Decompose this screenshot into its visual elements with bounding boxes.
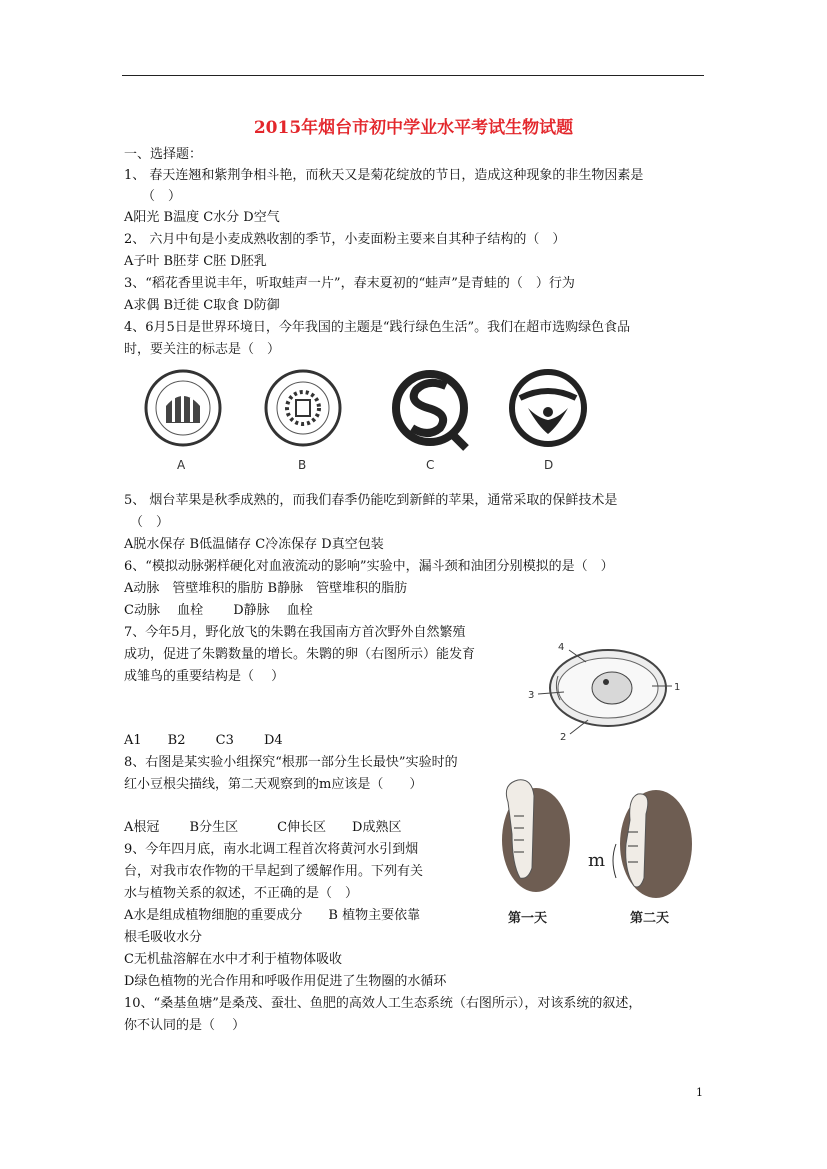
q7-text-cont2: 成雏鸟的重要结构是（ ） [124, 669, 285, 684]
logo-label-b: B [298, 458, 307, 472]
q10-text-cont: 你不认同的是（ ） [124, 1018, 246, 1033]
green-food-logos-figure [128, 368, 608, 480]
q7-options: A1 B2 C3 D4 [124, 733, 283, 748]
q6-options-cd: C动脉 血栓 D静脉 血栓 [124, 603, 313, 618]
q6-text: 6、“模拟动脉粥样硬化对血液流动的影响”实验中，漏斗颈和油团分别模拟的是（ ） [124, 559, 614, 574]
logo-label-c: C [426, 458, 435, 472]
q8-text-cont: 红小豆根尖描线，第二天观察到的m应该是（ ） [124, 777, 423, 792]
q7-text: 7、今年5月，野化放飞的朱鹮在我国南方首次野外自然繁殖 [124, 625, 466, 640]
caption-day-one: 第一天 [508, 911, 548, 926]
logo-a [146, 371, 220, 472]
q8-text: 8、右图是某实验小组探究“根那一部分生长最快”实验时的 [124, 755, 458, 770]
logo-label-a: A [177, 458, 186, 472]
q10-text: 10、“桑基鱼塘”是桑茂、蚕壮、鱼肥的高效人工生态系统（右图所示），对该系统的叙述， [124, 996, 642, 1011]
root-tip-figure [488, 774, 706, 930]
q9-option-ab: A水是组成植物细胞的重要成分 B 植物主要依靠 [124, 908, 421, 923]
egg-label-4: 4 [558, 642, 565, 653]
q2-text: 2、 六月中旬是小麦成熟收割的季节，小麦面粉主要来自其种子结构的（ ） [124, 232, 566, 247]
q9-text: 9、今年四月底，南水北调工程首次将黄河水引到烟 [124, 842, 419, 857]
logo-b [266, 371, 340, 472]
q1-options: A阳光 B温度 C水分 D空气 [124, 210, 280, 225]
root-day-two [588, 790, 692, 926]
q1-blank: （ ） [142, 189, 182, 204]
q3-text: 3、“稻花香里说丰年，听取蛙声一片”，春末夏初的“蛙声”是青蛙的（ ）行为 [124, 276, 575, 291]
q5-text: 5、 烟台苹果是秋季成熟的，而我们春季仍能吃到新鲜的苹果，通常采取的保鲜技术是 [124, 493, 618, 508]
egg-label-1: 1 [674, 682, 681, 693]
q8-options: A根冠 B分生区 C伸长区 D成熟区 [124, 820, 402, 835]
marker-m: m [588, 850, 606, 871]
q6-options-ab: A动脉 管壁堆积的脂肪 B静脉 管壁堆积的脂肪 [124, 581, 408, 596]
q9-option-c: C无机盐溶解在水中才利于植物体吸收 [124, 952, 342, 967]
egg-label-2: 2 [560, 732, 567, 743]
q7-text-cont: 成功，促进了朱鹮数量的增长。朱鹮的卵（右图所示）能发育 [124, 647, 476, 662]
section-heading: 一、选择题： [124, 147, 203, 162]
egg-label-3: 3 [528, 690, 535, 701]
page-number: 1 [696, 1086, 703, 1099]
q3-options: A求偶 B迁徙 C取食 D防御 [124, 298, 280, 313]
header-rule [122, 75, 704, 76]
egg-structure-figure [524, 636, 692, 744]
logo-c [396, 374, 466, 472]
q1-text: 1、 春天连翘和紫荆争相斗艳，而秋天又是菊花绽放的节日，造成这种现象的非生物因素是 [124, 168, 644, 183]
q4-text-cont: 时，要关注的标志是（ ） [124, 342, 281, 357]
logo-label-d: D [544, 458, 554, 472]
q5-options: A脱水保存 B低温储存 C冷冻保存 D真空包装 [124, 537, 384, 552]
caption-day-two: 第二天 [630, 911, 670, 926]
page-title: 2015年烟台市初中学业水平考试生物试题 [253, 118, 574, 138]
q9-text-cont2: 水与植物关系的叙述，不正确的是（ ） [124, 886, 359, 901]
logo-d [512, 372, 584, 472]
q9-text-cont: 台，对我市农作物的干旱起到了缓解作用。下列有关 [124, 864, 424, 879]
q2-options: A子叶 B胚芽 C胚 D胚乳 [124, 254, 267, 269]
root-day-one [502, 780, 570, 926]
q9-option-d: D绿色植物的光合作用和呼吸作用促进了生物圈的水循环 [124, 974, 447, 989]
q5-blank: （ ） [130, 515, 170, 530]
q9-option-b-cont: 根毛吸收水分 [124, 930, 203, 945]
q4-text: 4、6月5日是世界环境日，今年我国的主题是“践行绿色生活”。我们在超市选购绿色食品 [124, 320, 631, 335]
